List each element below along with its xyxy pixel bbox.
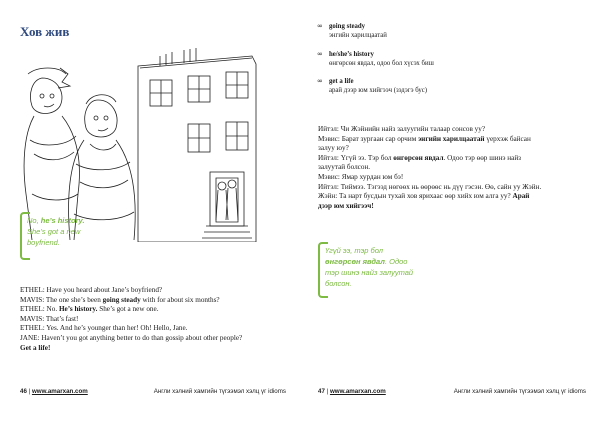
infinity-bullet-icon: ∞ [317, 50, 323, 58]
translation-callout [318, 242, 418, 294]
page-number: 47 [318, 388, 325, 395]
dialog-line: залуу юу? [318, 144, 349, 153]
vocab-meaning: арай дээр юм хийгээч (зэдэгэ бус) [329, 87, 428, 94]
infinity-bullet-icon: ∞ [317, 22, 323, 30]
infinity-bullet-icon: ∞ [317, 77, 323, 85]
page-title: Хов жив [20, 24, 70, 39]
site-link[interactable]: www.amarxan.com [329, 388, 386, 395]
callout-highlight: өнгөрсөн явдал [325, 257, 385, 266]
callout-text: She’s got a new [27, 227, 81, 236]
callout-text: Үгүй ээ, тэр бол [325, 246, 383, 255]
vocab-term: get a life [329, 78, 354, 85]
site-link[interactable]: www.amarxan.com [31, 388, 88, 395]
callout-text: . Одоо [384, 257, 408, 266]
dialog-line: Ийтэл: Чи Жэйнийн найз залуугийн талаар сонсов уу? [318, 125, 486, 133]
callout-text: болсон. [325, 279, 352, 288]
footer-separator: | [26, 388, 32, 395]
vocab-item [317, 77, 428, 95]
callout-text: boyfriend. [27, 238, 60, 247]
dialog-line: Мэвис: Ямар хурдан юм бэ! [318, 172, 404, 181]
vocab-meaning: өнгөрсөн явдал, одоо бол хүсэх биш [329, 60, 434, 67]
vocab-term: he/she’s history [329, 51, 374, 58]
vocab-item [317, 22, 387, 40]
dialog-line: Ийтэл: Үгүй ээ. Тэр бол өнгөрсөн явдал. Одоо тэр өөр шинэ найз [318, 153, 522, 162]
footer-separator: | [324, 388, 330, 395]
dialog-line: дээр юм хийгээч! [318, 201, 374, 210]
vocab-term: going steady [329, 23, 366, 30]
dialog-line: ETHEL: Have you heard about Jane’s boyfriend? [20, 286, 163, 294]
english-dialog [20, 286, 292, 353]
page-number: 46 [20, 388, 27, 395]
book-title: Англи хэлний хамгийн түгээмэл хэлц үг idioms [453, 388, 586, 395]
dialog-line: JANE: Haven’t you got anything better to do than gossip about other people? [20, 333, 243, 342]
page-footer [20, 386, 286, 400]
dialog-line: Ийтэл: Тиймээ. Тэгээд нөгөөх нь өөрөөс нь дүү гэсэн. Өө, сайн уу Жэйн. [318, 182, 542, 191]
dialog-line: MAVIS: That’s fast! [20, 314, 79, 323]
dialog-line: Get a life! [20, 343, 51, 352]
callout-text: тэр шинэ найз залуутай [325, 268, 414, 277]
vocab-meaning: энгийн харилцаатай [329, 32, 387, 39]
dialog-line: ETHEL: Yes. And he’s younger than her! Oh! Hello, Jane. [20, 324, 188, 333]
idiom-callout [20, 212, 110, 256]
vocab-item [317, 50, 434, 68]
dialog-line: MAVIS: The one she’s been going steady with for about six months? [20, 295, 220, 304]
dialog-line: залуутай болсон. [318, 163, 371, 172]
dialog-line: Жэйн: Та нарт бусдын тухай хов ярихаас өөр хийх юм алга уу? Арай [318, 192, 530, 201]
callout-text: No, [27, 216, 41, 225]
dialog-line: ETHEL: No. He’s history. She’s got a new one. [20, 305, 159, 314]
book-title: Англи хэлний хамгийн түгээмэл хэлц үг idioms [153, 388, 286, 395]
mongolian-dialog [318, 125, 584, 211]
dialog-line: Мэвис: Барат зургаан сар орчим энгийн харилцаатай үерхэж байсан [318, 134, 531, 143]
page-footer [318, 386, 586, 400]
callout-highlight: he’s history. [40, 216, 85, 225]
